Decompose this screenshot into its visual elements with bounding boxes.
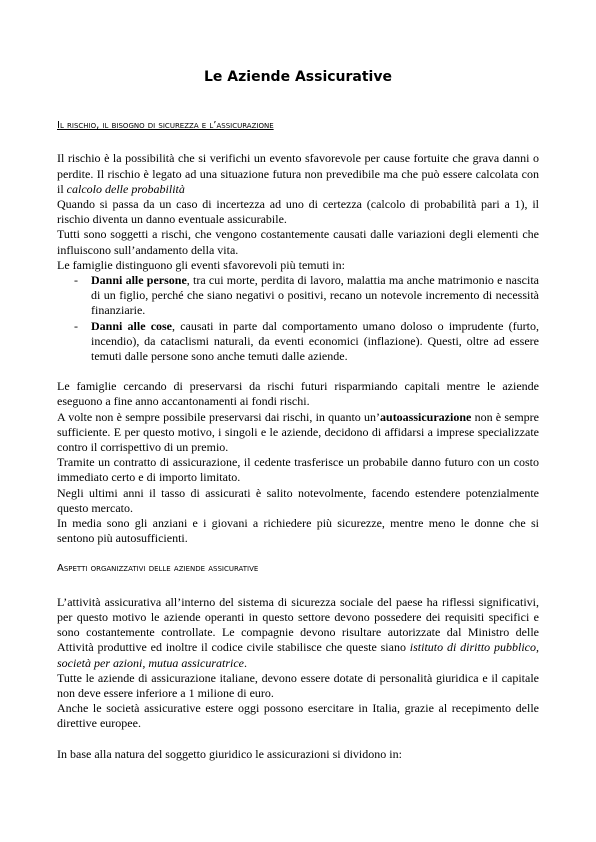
paragraph: In base alla natura del soggetto giuridico le assicurazioni si dividono in: [57, 746, 402, 761]
paragraph [57, 151, 539, 197]
paragraph: Anche le società assicurative estere oggi possono esercitare in Italia, grazie al recepimento delle direttive europee. [57, 701, 539, 731]
paragraph [57, 410, 539, 456]
emphasis-text: istituto di diritto pubblico, società per azioni, mutua assicuratrice [57, 640, 539, 670]
paragraph-text: L’attività assicurativa all’interno del sistema di sicurezza sociale del paese ha riflessi significativi, per questo motivo le aziende operanti in questo settore devono possedere dei requisiti specifici e sono costantemente controllate. Le compagnie devono risultare autorizzate dal Ministro delle Attività produttive ed inoltre il codice civile stabilisce che queste siano [57, 594, 539, 655]
spacer [57, 732, 539, 747]
section-heading-aspetti: Aspetti organizzativi delle aziende assicurative [57, 563, 259, 575]
page-title: Le Aziende Assicurative [204, 69, 392, 85]
list-item-bold: Danni alle cose [91, 318, 173, 333]
paragraph: Quando si passa da un caso di incertezza ad uno di certezza (calcolo di probabilità pari a 1), il rischio diventa un danno eventuale assicurabile. [57, 197, 539, 227]
list-item-bold: Danni alle persone [91, 273, 187, 288]
paragraph-text: . [243, 655, 247, 670]
list-item-text: , causati in parte dal comportamento umano doloso o imprudente (furto, incendio), da cataclismi naturali, da eventi economici (inflazione). Questi, oltre ad essere temuti dalle persone sono anche temuti dalle aziende. [91, 318, 539, 364]
list-item [91, 319, 539, 365]
list-item [91, 273, 539, 319]
paragraph [57, 595, 539, 671]
bold-text: autoassicurazione [380, 409, 472, 424]
spacer [57, 546, 539, 561]
paragraph: Tramite un contratto di assicurazione, il cedente trasferisce un probabile danno futuro con un costo immediato certo e di importo limitato. [57, 455, 539, 485]
paragraph: Tutte le aziende di assicurazione italiane, devono essere dotate di personalità giuridica e il capitale non deve essere inferiore a 1 milione di euro. [57, 670, 539, 700]
paragraph: Le famiglie distinguono gli eventi sfavorevoli più temuti in: [57, 257, 345, 272]
spacer [57, 364, 539, 379]
emphasis-text: calcolo delle probabilità [66, 181, 185, 196]
paragraph: Negli ultimi anni il tasso di assicurati è salito notevolmente, facendo estendere potenzialmente questo mercato. [57, 485, 539, 515]
paragraph-text: A volte non è sempre possibile preservarsi dai rischi, in quanto un’ [57, 409, 381, 424]
bullet-list [57, 273, 539, 364]
paragraph: In media sono gli anziani e i giovani a richiedere più sicurezze, mentre meno le donne che si sentono più autosufficienti. [57, 516, 539, 546]
paragraph: Le famiglie cercando di preservarsi da rischi futuri risparmiando capitali mentre le aziende eseguono a fine anno accantonamenti ai fondi rischi. [57, 379, 539, 409]
paragraph-text: Il rischio è la possibilità che si verifichi un evento sfavorevole per cause fortuite che grava danni o perdite. Il rischio è legato ad una situazione futura non prevedibile ma che può essere calcolata con il [57, 151, 539, 196]
paragraph: Tutti sono soggetti a rischi, che vengono costantemente causati dalle variazioni degli elementi che influiscono sull’andamento della vita. [57, 227, 539, 257]
paragraph-text: non è sempre sufficiente. E per questo motivo, i singoli e le aziende, decidono di affidarsi a imprese specializzate contro il corrispettivo di un premio. [57, 409, 539, 455]
section-heading-rischio: Il rischio, il bisogno di sicurezza e l’assicurazione [57, 120, 274, 132]
list-item-text: , tra cui morte, perdita di lavoro, malattia ma anche matrimonio e nascita di un figlio, perché che siano negativi o positivi, recano un notevole incremento di necessità finanziarie. [91, 273, 539, 318]
